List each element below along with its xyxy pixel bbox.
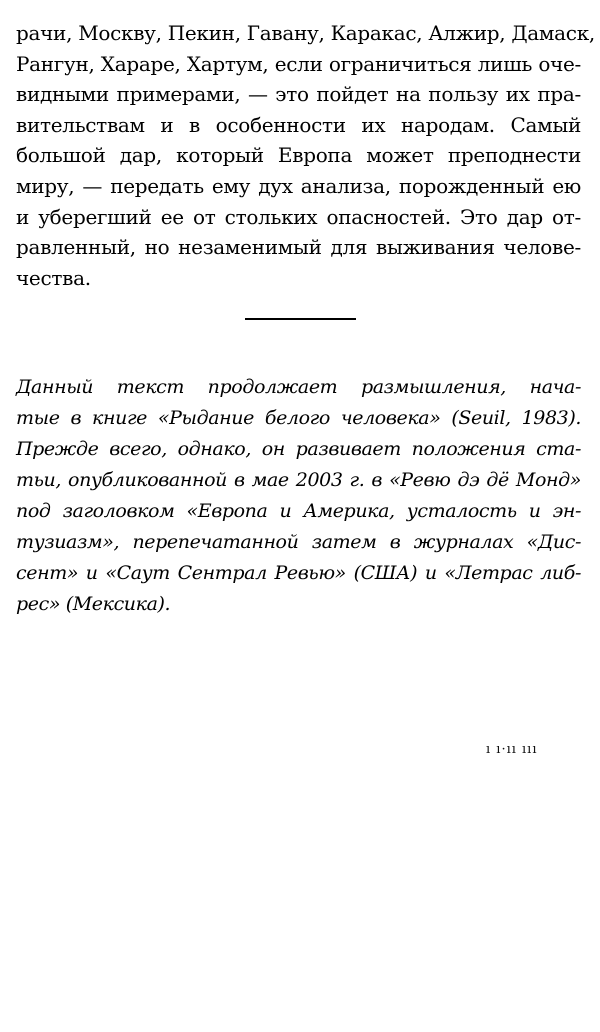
main-text-block: [16, 18, 595, 293]
author-note-line: Прежде всего, однако, он развивает положения ста-: [16, 438, 581, 460]
main-text-line: равленный, но незаменимый для выживания челове-: [16, 235, 581, 260]
author-note-line: под заголовком «Европа и Америка, усталость и эн-: [16, 500, 581, 522]
scan-artifact-marks: ı ı·ıı ııı: [486, 742, 538, 757]
main-text-line: рачи, Москву, Пекин, Гавану, Каракас, Алжир, Дамаск,: [16, 21, 595, 45]
author-note-block: [16, 372, 581, 620]
main-text-line: миру, — передать ему дух анализа, порожденный ею: [16, 173, 581, 198]
book-page: [16, 0, 595, 1032]
section-divider: [245, 318, 356, 320]
author-note-line: тые в книге «Рыдание белого человека» (Seuil, 1983).: [16, 407, 581, 429]
main-text-line: и уберегший ее от стольких опасностей. Это дар от-: [16, 204, 581, 229]
main-text-line: Рангун, Хараре, Хартум, если ограничиться лишь оче-: [16, 51, 581, 76]
main-text-line: вительствам и в особенности их народам. Самый: [16, 112, 581, 137]
author-note-line: тьи, опубликованной в мае 2003 г. в «Ревю дэ дё Монд»: [16, 469, 581, 491]
main-text-line: большой дар, который Европа может преподнести: [16, 143, 581, 168]
main-text-line: видными примерами, — это пойдет на пользу их пра-: [16, 82, 581, 107]
main-text-line: чества.: [16, 265, 91, 290]
author-note-line: сент» и «Саут Сентрал Ревью» (США) и «Летрас либ-: [16, 562, 581, 584]
author-note-line: рес» (Мексика).: [16, 593, 171, 615]
author-note-line: Данный текст продолжает размышления, нача-: [16, 376, 581, 398]
author-note-line: тузиазм», перепечатанной затем в журналах «Дис-: [16, 531, 581, 553]
